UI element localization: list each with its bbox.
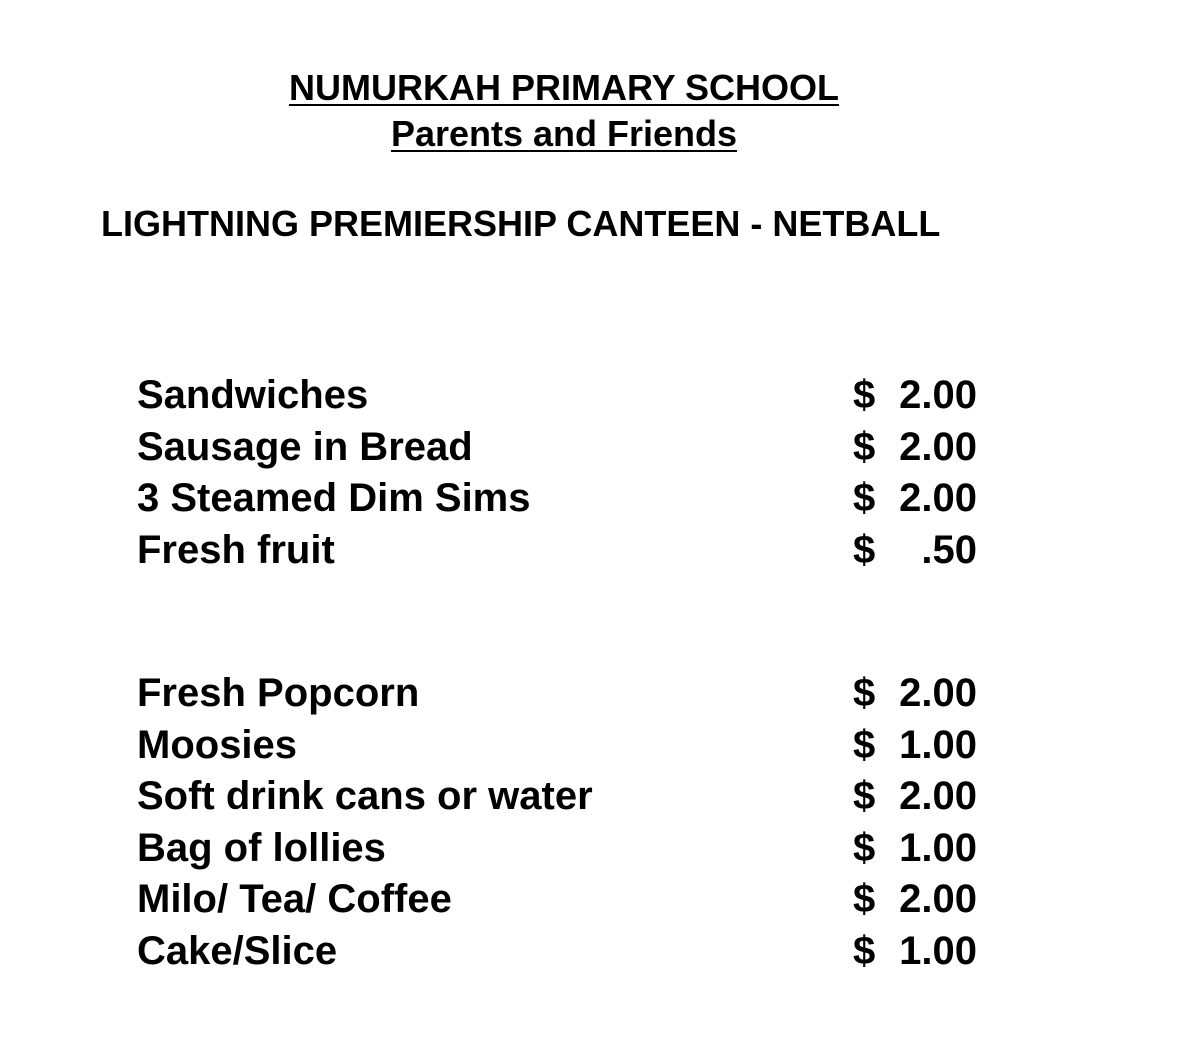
item-price: 1.00	[899, 825, 977, 870]
menu-item	[137, 823, 977, 875]
item-price: 2.00	[899, 774, 977, 818]
item-name: Sausage in Bread	[137, 424, 473, 469]
item-price: 2.00	[899, 671, 977, 715]
item-currency: $	[853, 774, 876, 818]
menu-item	[137, 926, 977, 978]
item-name: Fresh Popcorn	[137, 671, 420, 715]
menu-item	[137, 473, 977, 525]
item-name: Sandwiches	[137, 373, 369, 417]
item-name: Moosies	[137, 722, 298, 767]
menu-item	[137, 525, 977, 577]
item-currency: $	[853, 671, 876, 715]
item-price: 1.00	[899, 722, 977, 767]
school-name: NUMURKAH PRIMARY SCHOOL	[288, 67, 839, 108]
item-currency: $	[853, 476, 876, 520]
item-name: Milo/ Tea/ Coffee	[137, 877, 452, 921]
item-name: Cake/Slice	[137, 928, 338, 973]
item-currency: $	[853, 825, 876, 870]
item-name: Fresh fruit	[137, 527, 335, 572]
item-currency: $	[853, 722, 876, 767]
menu-group-food	[137, 370, 977, 576]
item-name: Bag of lollies	[137, 825, 386, 870]
item-currency: $	[853, 877, 876, 921]
item-price: 2.00	[899, 424, 977, 469]
item-price: 2.00	[899, 877, 977, 921]
menu-item	[137, 422, 977, 474]
item-currency: $	[853, 424, 876, 469]
item-name: Soft drink cans or water	[137, 774, 593, 818]
item-price: 2.00	[899, 476, 977, 520]
item-currency: $	[853, 527, 876, 572]
item-price: .50	[921, 527, 977, 572]
item-price: 1.00	[899, 928, 977, 973]
subtitle: Parents and Friends	[390, 113, 738, 154]
menu-item	[137, 720, 977, 772]
menu-group-snacks-drinks	[137, 668, 977, 977]
item-currency: $	[853, 928, 876, 973]
canteen-title: LIGHTNING PREMIERSHIP CANTEEN - NETBALL	[101, 203, 941, 244]
item-currency: $	[853, 373, 876, 417]
item-name: 3 Steamed Dim Sims	[137, 476, 531, 520]
menu-item	[137, 874, 977, 926]
item-price: 2.00	[899, 373, 977, 417]
menu-item	[137, 771, 977, 823]
menu-item	[137, 370, 977, 422]
menu-item	[137, 668, 977, 720]
